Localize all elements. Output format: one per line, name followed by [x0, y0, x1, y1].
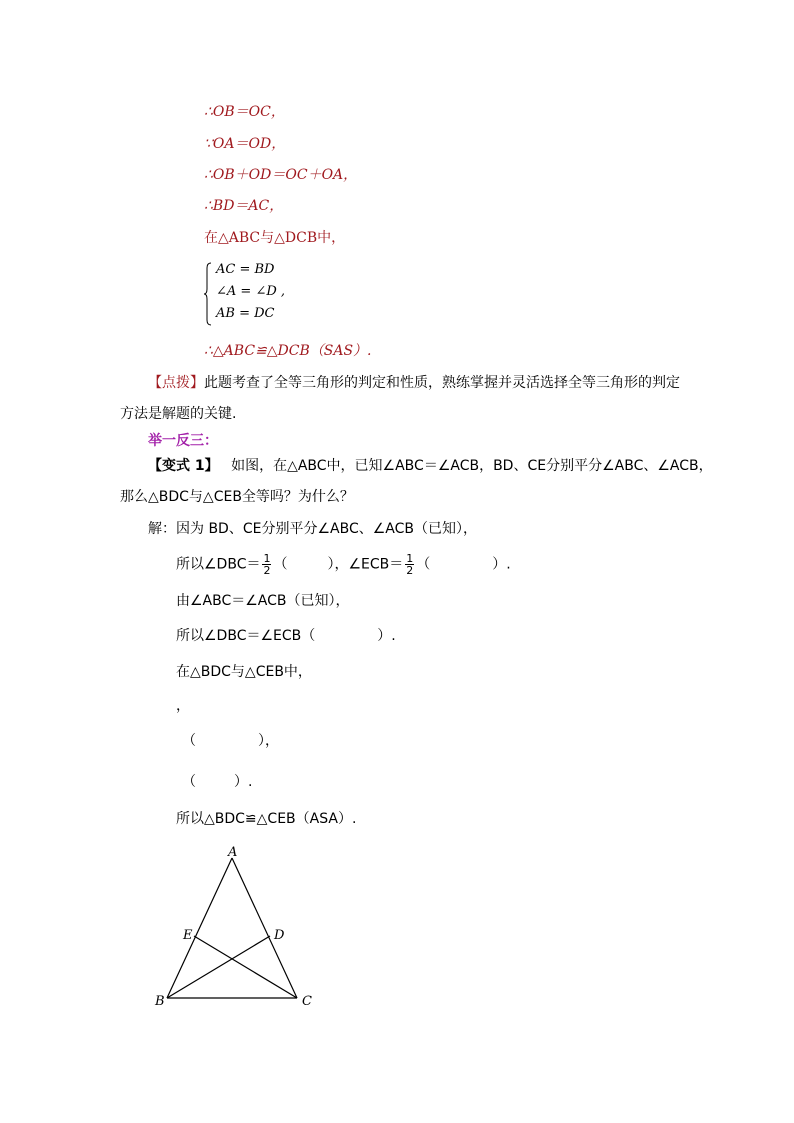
tip-tag: 【点拨】 — [148, 375, 204, 391]
solution-line-3 — [176, 626, 396, 646]
s7-part-b: ）. — [234, 774, 253, 790]
s1-part-c: ），∠ECB＝ — [327, 556, 404, 573]
variant-q1-text: 如图，在△ABC中，已知∠ABC＝∠ACB，BD、CE分别平分∠ABC、∠ACB， — [231, 458, 713, 474]
proof-line-2: ∵OA＝OD， — [204, 136, 286, 152]
variant-question-1 — [148, 456, 713, 476]
s7-part-a: （ — [182, 774, 196, 790]
vertex-label-a: A — [228, 845, 238, 860]
s1-part-b: （ — [273, 556, 288, 573]
fraction-half-1 — [262, 553, 271, 576]
proof-line-3: ∴OB＋OD＝OC＋OA， — [204, 167, 358, 183]
fraction-numerator: 1 — [263, 552, 271, 565]
proof-conclusion: ∴△ABC≌△DCB（SAS）. — [204, 343, 372, 359]
vertex-label-c: C — [302, 994, 312, 1009]
solution-line-7 — [182, 772, 252, 792]
tip-paragraph — [148, 373, 680, 393]
variant-tag: 【变式 1】 — [148, 458, 219, 474]
solution-line-0: 解：因为 BD、CE分别平分∠ABC、∠ACB（已知）， — [148, 521, 477, 537]
fraction-denominator: 2 — [263, 564, 271, 577]
s6-part-b: ）， — [258, 733, 279, 749]
vertex-label-e: E — [183, 928, 193, 943]
system-line-2: ∠A = ∠D , — [216, 284, 286, 299]
proof-line-4: ∴BD＝AC， — [204, 198, 284, 214]
solution-line-6 — [182, 731, 279, 751]
solution-conclusion: 所以△BDC≌△CEB（ASA）. — [176, 811, 357, 827]
proof-line-5: 在△ABC与△DCB中， — [204, 230, 346, 246]
s6-part-a: （ — [182, 733, 196, 749]
variant-question-2: 那么△BDC与△CEB全等吗？为什么？ — [120, 489, 354, 505]
fraction-half-2 — [405, 553, 414, 576]
vertex-label-b: B — [155, 994, 165, 1009]
section-heading: 举一反三： — [148, 433, 218, 449]
tip-text-2: 方法是解题的关键. — [120, 406, 237, 422]
fraction-denominator: 2 — [406, 564, 414, 577]
s1-part-d: （ — [416, 556, 431, 573]
s3-part-b: ）. — [377, 628, 396, 644]
solution-line-4: 在△BDC与△CEB中， — [176, 664, 312, 680]
left-brace-icon — [204, 262, 212, 326]
segment-ce — [194, 936, 297, 998]
fraction-numerator: 1 — [406, 552, 414, 565]
vertex-label-d: D — [274, 928, 285, 943]
solution-line-1 — [176, 553, 511, 576]
s3-part-a: 所以∠DBC＝∠ECB（ — [176, 628, 316, 644]
side-ab — [167, 858, 232, 998]
side-ac — [232, 858, 297, 998]
solution-line-5: ， — [176, 698, 190, 714]
system-line-3: AB = DC — [216, 306, 275, 321]
s1-part-a: 所以∠DBC＝ — [176, 556, 261, 573]
proof-line-1: ∴OB＝OC， — [204, 104, 285, 120]
segment-bd — [167, 936, 270, 998]
system-line-1: AC = BD — [216, 262, 275, 277]
s1-part-e: ）. — [492, 556, 511, 573]
tip-text-1: 此题考查了全等三角形的判定和性质，熟练掌握并灵活选择全等三角形的判定 — [204, 375, 680, 391]
solution-line-2: 由∠ABC＝∠ACB（已知）， — [176, 593, 350, 609]
